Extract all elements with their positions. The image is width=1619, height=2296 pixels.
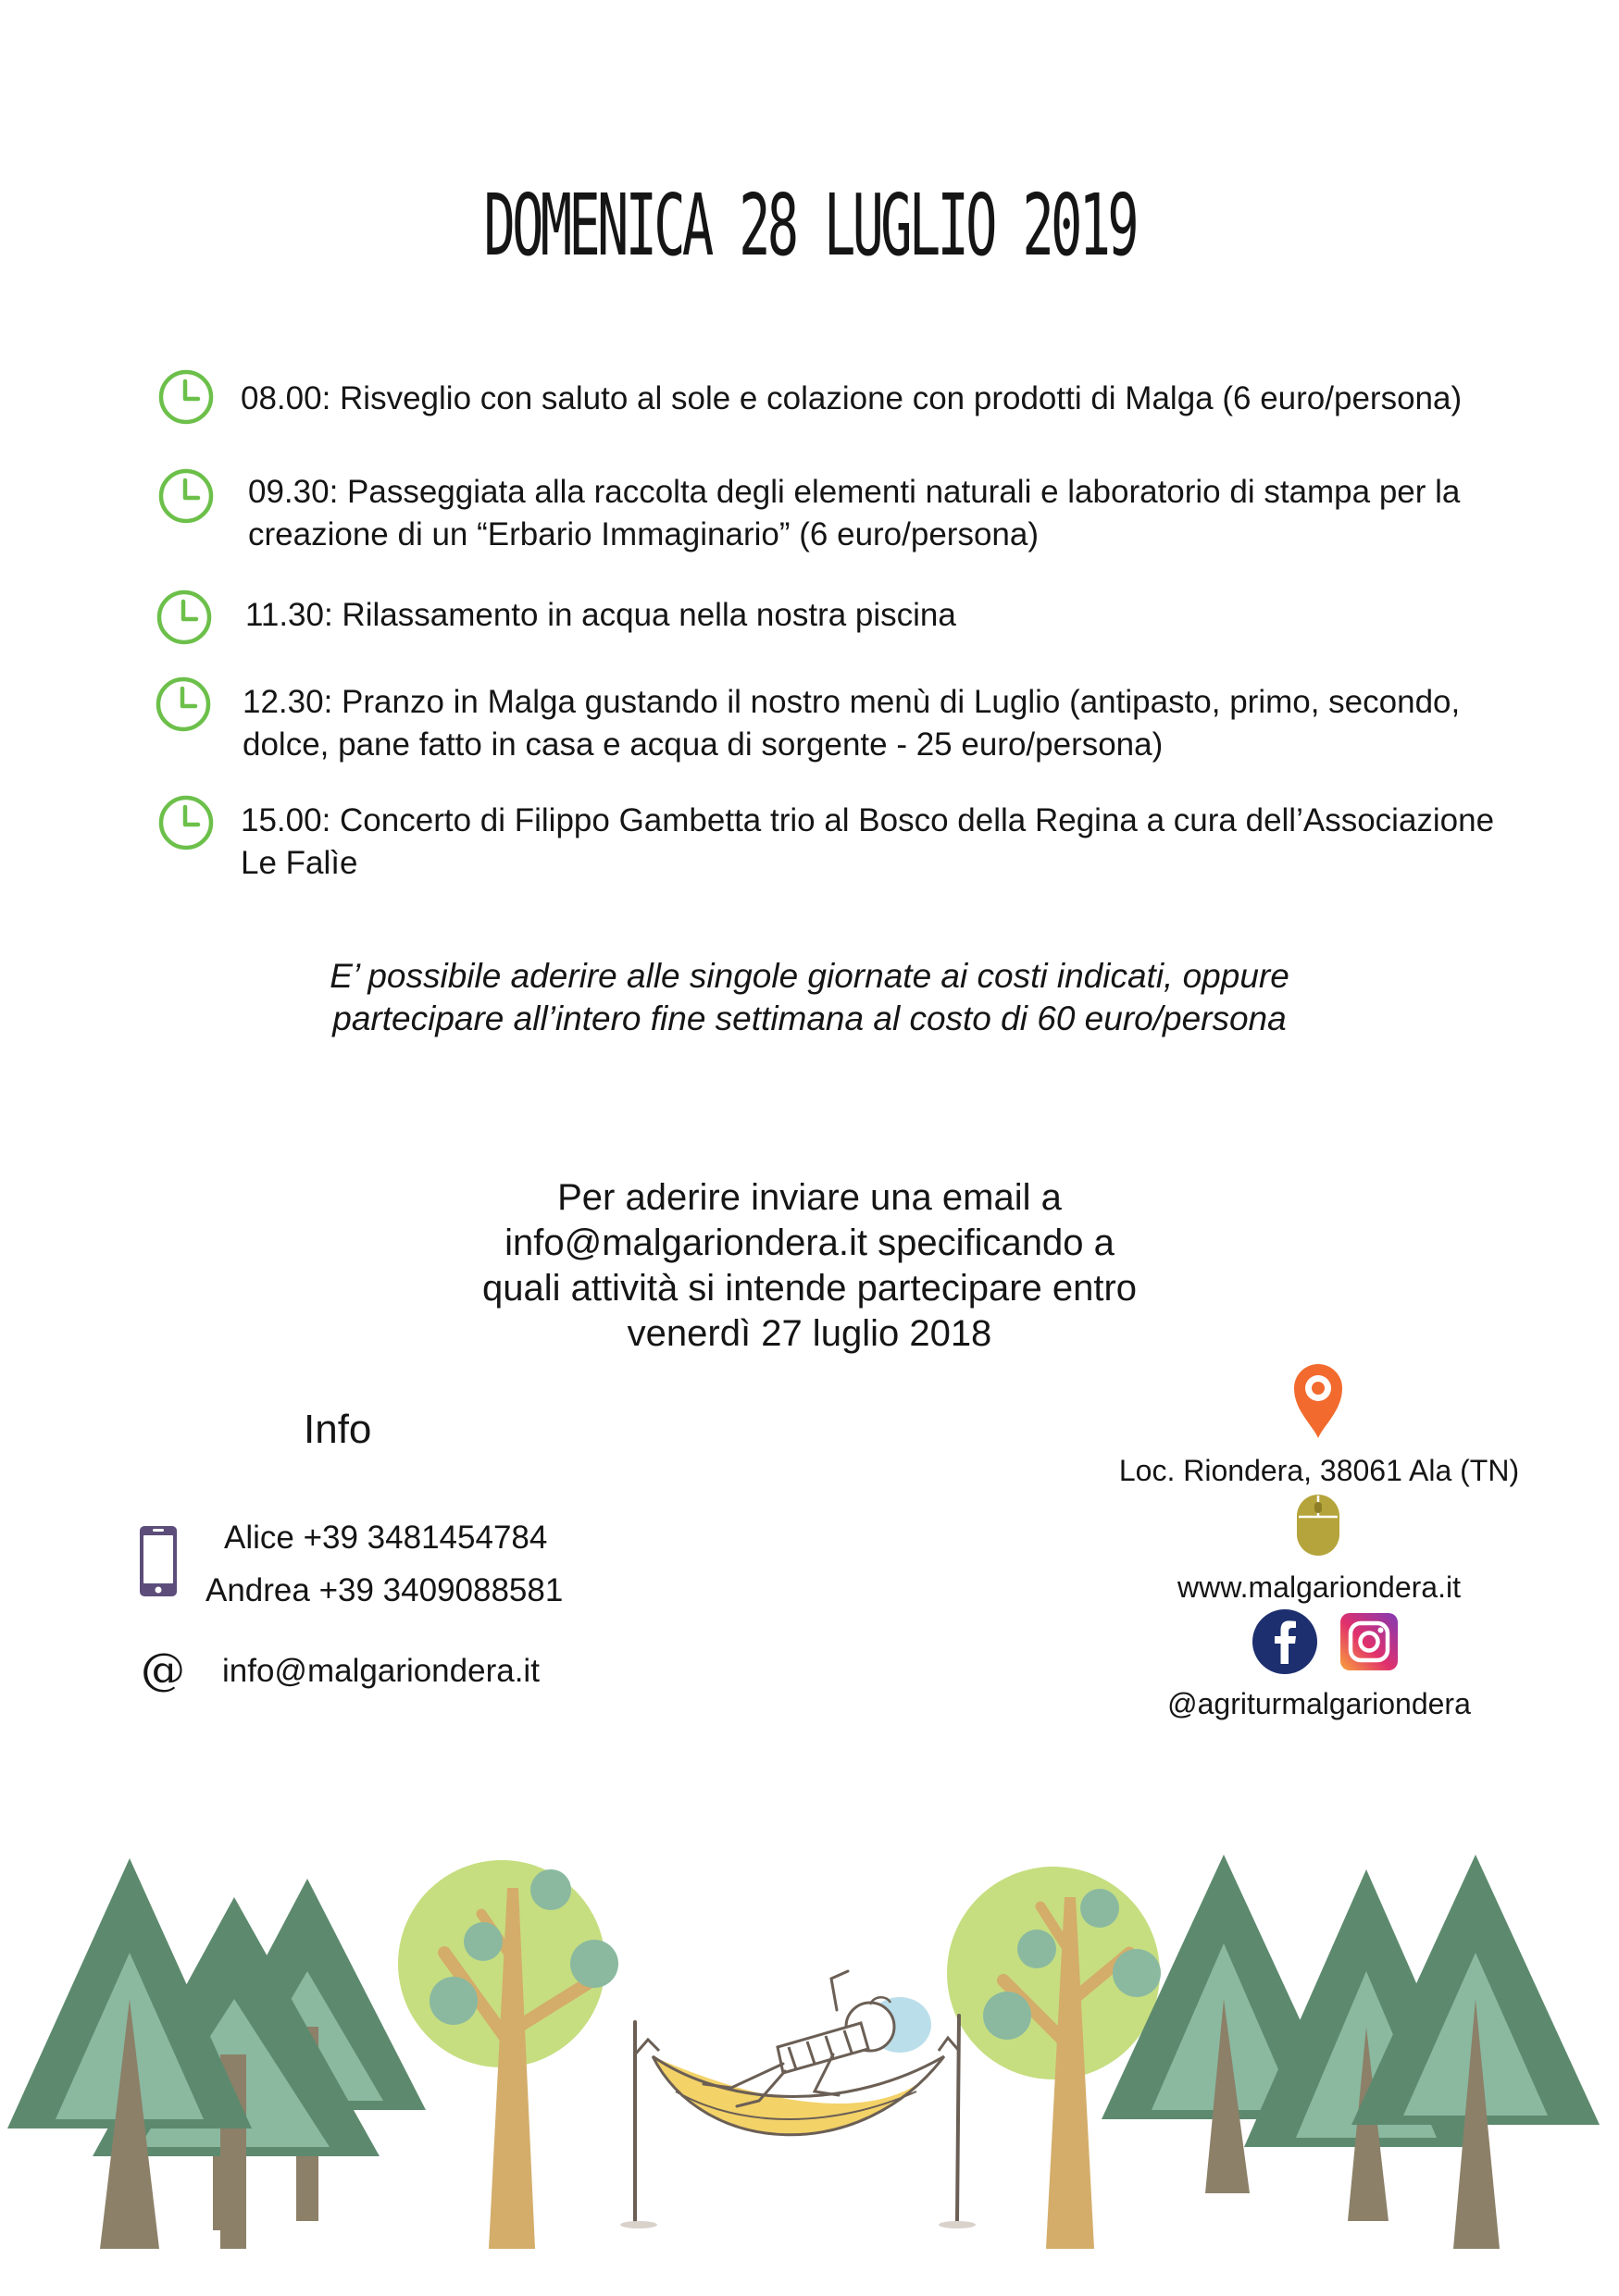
- clock-icon: [157, 794, 215, 851]
- hammock-illustration: [620, 1971, 976, 2228]
- phone-alice[interactable]: Alice +39 3481454784: [224, 1520, 548, 1556]
- schedule-text-line: dolce, pane fatto in casa e acqua di sorgente - 25 euro/persona): [243, 726, 1164, 763]
- schedule-text-line: 09.30: Passeggiata alla raccolta degli elementi naturali e laboratorio di stampa per la: [248, 474, 1461, 510]
- signup-line: quali attività si intende partecipare entro: [481, 1268, 1138, 1309]
- schedule-item: [0, 794, 1619, 896]
- info-title: Info: [304, 1407, 372, 1452]
- pine-trees-left: [7, 1858, 426, 2249]
- phone-andrea[interactable]: Andrea +39 3409088581: [205, 1572, 564, 1608]
- info-email[interactable]: info@malgariondera.it: [222, 1653, 540, 1689]
- schedule-text-line: Le Falìe: [241, 845, 358, 881]
- schedule-item: [0, 368, 1619, 470]
- signup-line: venerdì 27 luglio 2018: [627, 1313, 992, 1354]
- signup-line: Per aderire inviare una email a: [557, 1177, 1062, 1218]
- smartphone-icon: [139, 1525, 178, 1597]
- address: Loc. Riondera, 38061 Ala (TN): [1118, 1454, 1520, 1487]
- schedule-text-line: 08.00: Risveglio con saluto al sole e colazione con prodotti di Malga (6 euro/persona): [241, 380, 1463, 416]
- signup-instructions: [0, 1175, 1619, 1357]
- website-link[interactable]: www.malgariondera.it: [1177, 1570, 1461, 1604]
- schedule-item: [0, 467, 1619, 569]
- pricing-note: [0, 955, 1619, 1040]
- schedule-text-line: 12.30: Pranzo in Malga gustando il nostro menù di Luglio (antipasto, primo, secondo,: [243, 684, 1461, 720]
- pricing-note-line: partecipare all’intero fine settimana al costo di 60 euro/persona: [332, 999, 1287, 1037]
- schedule-text-line: 11.30: Rilassamento in acqua nella nostra piscina: [245, 597, 956, 633]
- schedule-text-line: creazione di un “Erbario Immaginario” (6 euro/persona): [248, 516, 1040, 552]
- facebook-icon[interactable]: [1252, 1608, 1318, 1675]
- forest-illustration: [0, 1814, 1619, 2295]
- clock-icon: [155, 676, 212, 733]
- pricing-note-line: E’ possibile aderire alle singole giornate ai costi indicati, oppure: [330, 957, 1289, 995]
- leafy-tree-left: [398, 1860, 618, 2249]
- leafy-tree-right: [947, 1867, 1161, 2249]
- schedule-text-line: 15.00: Concerto di Filippo Gambetta trio al Bosco della Regina a cura dell’Associazione: [241, 802, 1495, 838]
- mouse-icon: [1295, 1493, 1341, 1558]
- schedule-item: [0, 676, 1619, 777]
- clock-icon: [157, 467, 215, 525]
- social-handle: @agriturmalgariondera: [1167, 1687, 1471, 1720]
- clock-icon: [157, 368, 215, 426]
- page-title: DOMENICA 28 LUGLIO 2019: [483, 176, 1136, 275]
- instagram-icon[interactable]: [1339, 1612, 1399, 1671]
- location-pin-icon: [1292, 1362, 1344, 1440]
- clock-icon: [156, 589, 213, 646]
- signup-line: info@malgariondera.it specificando a: [504, 1222, 1115, 1263]
- pine-trees-right: [1102, 1855, 1600, 2249]
- at-icon: @: [141, 1644, 185, 1695]
